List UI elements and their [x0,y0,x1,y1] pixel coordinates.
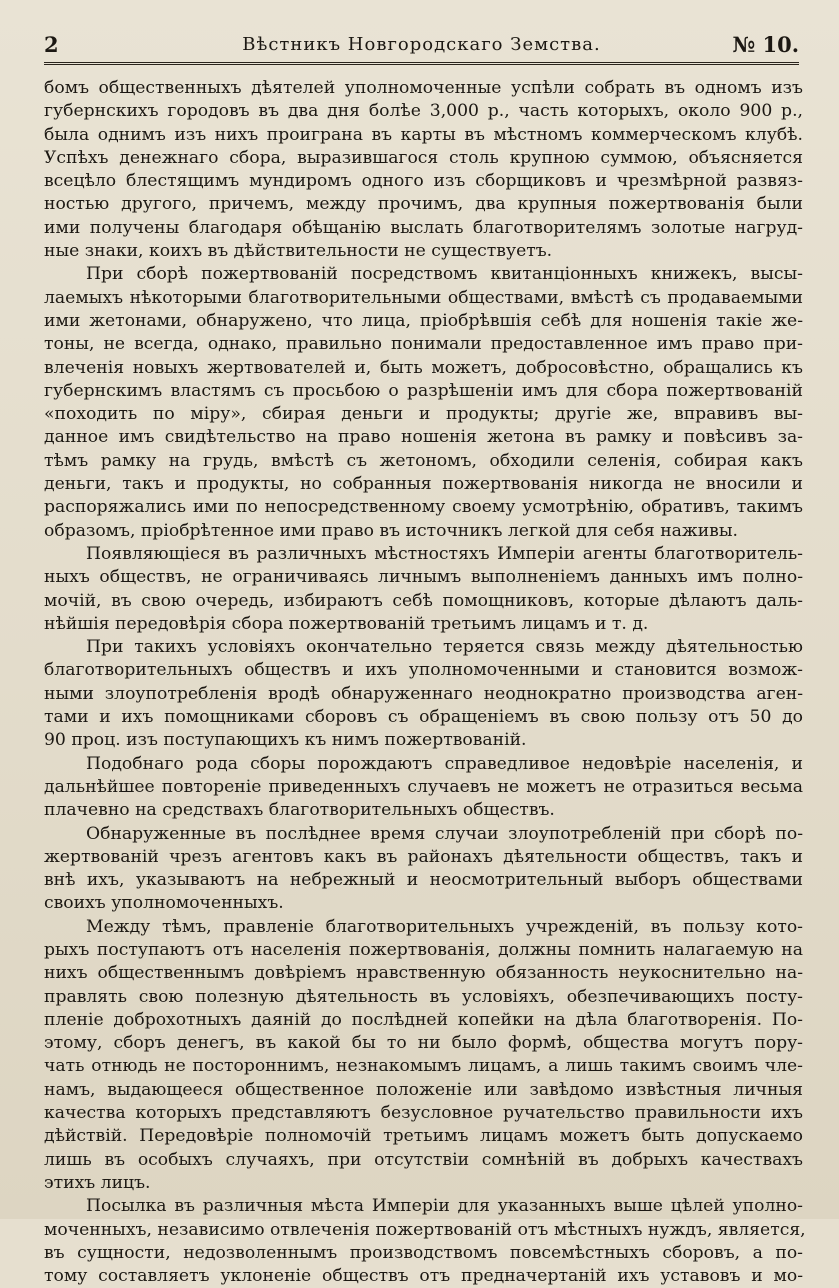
text-line: правлять свою полезную дѣятельность въ условіяхъ, обезпечивающихъ посту- [44,986,803,1007]
body-text [44,77,806,1288]
text-line: чать отнюдь не постороннимъ, незнакомымъ лицамъ, а лишь такимъ своимъ чле- [44,1056,803,1077]
text-line: благотворительныхъ обществъ и ихъ уполномоченными и становится возмож- [44,660,803,681]
text-line: нихъ общественнымъ довѣріемъ нравственную обязанность неукоснительно на- [44,963,803,984]
text-line: жертвованій чрезъ агентовъ какъ въ районахъ дѣятельности обществъ, такъ и [44,846,803,867]
text-line: губернскимъ властямъ съ просьбою о разрѣшеніи имъ для сбора пожертвованій [44,380,803,401]
text-line: нѣйшія передовѣрія сбора пожертвованій третьимъ лицамъ и т. д. [44,613,649,634]
text-line: дѣйствій. Передовѣріе полномочій третьимъ лицамъ можетъ быть допускаемо [44,1126,803,1147]
text-line: ностью другого, причемъ, между прочимъ, два крупныя пожертвованія были [44,194,803,215]
text-line: ныхъ обществъ, не ограничиваясь личнымъ выполненіемъ данныхъ имъ полно- [44,567,803,588]
text-line: ными злоупотребленія вродѣ обнаруженнаго неоднократно производства аген- [44,683,803,704]
text-line: тѣмъ рамку на грудь, вмѣстѣ съ жетономъ, обходили селенія, собирая какъ [44,450,803,471]
text-line: плачевно на средствахъ благотворительныхъ обществъ. [44,800,555,821]
text-line: Между тѣмъ, правленіе благотворительныхъ учрежденій, въ пользу кото- [86,916,803,937]
text-line: мочій, въ свою очередь, избираютъ себѣ помощниковъ, которые дѣлаютъ даль- [44,590,803,611]
text-line: данное имъ свидѣтельство на право ношенія жетона въ рамку и повѣсивъ за- [44,427,803,448]
text-line: Успѣхъ денежнаго сбора, выразившагося столь крупною суммою, объясняется [44,147,803,168]
running-header [44,26,799,65]
text-line: тому составляетъ уклоненіе обществъ отъ предначертаній ихъ уставовъ и мо- [44,1266,803,1287]
text-line: своихъ уполномоченныхъ. [44,893,284,914]
text-line: тоны, не всегда, однако, правильно понимали предоставленное имъ право при- [44,334,803,355]
text-line: При сборѣ пожертвованій посредствомъ квитанціонныхъ книжекъ, высы- [86,264,803,285]
text-line: губернскихъ городовъ въ два дня болѣе 3,000 р., часть которыхъ, около 900 р., [44,101,803,122]
running-title: Вѣстникъ Новгородскаго Земства. [242,34,601,55]
text-line: Обнаруженные въ послѣднее время случаи злоупотребленій при сборѣ по- [86,823,803,844]
text-line: моченныхъ, независимо отвлеченія пожертвованій отъ мѣстныхъ нуждъ, является, [44,1219,806,1240]
text-line: лишь въ особыхъ случаяхъ, при отсутствіи сомнѣній въ добрыхъ качествахъ [44,1149,803,1170]
text-line: ими жетонами, обнаружено, что лица, пріобрѣвшія себѣ для ношенія такіе же- [44,310,803,331]
text-line: 90 проц. изъ поступающихъ къ нимъ пожертвованій. [44,730,527,751]
text-line: лаемыхъ нѣкоторыми благотворительными обществами, вмѣстѣ съ продаваемыми [44,287,803,308]
text-line: всецѣло блестящимъ мундиромъ одного изъ сборщиковъ и чрезмѣрной развяз- [44,171,803,192]
text-line: дальнѣйшее повтореніе приведенныхъ случаевъ не можетъ не отразиться весьма [44,776,803,797]
text-line: Подобнаго рода сборы порождаютъ справедливое недовѣріе населенія, и [86,753,803,774]
page-number: 2 [44,32,59,57]
text-line: влеченія новыхъ жертвователей и, быть можетъ, добросовѣстно, обращались къ [44,357,803,378]
text-line: Появляющіеся въ различныхъ мѣстностяхъ Имперіи агенты благотворитель- [86,543,803,564]
text-line: внѣ ихъ, указываютъ на небрежный и неосмотрительный выборъ обществами [44,870,803,891]
text-line: «походить по міру», сбирая деньги и продукты; другіе же, вправивъ вы- [44,404,803,425]
text-line: этихъ лицъ. [44,1172,151,1193]
text-line: въ сущности, недозволеннымъ производствомъ повсемѣстныхъ сборовъ, а по- [44,1242,803,1263]
text-line: тами и ихъ помощниками сборовъ съ обращеніемъ въ свою пользу отъ 50 до [44,707,803,728]
text-line: пленіе доброхотныхъ даяній до послѣдней копейки на дѣла благотворенія. По- [44,1009,803,1030]
text-line: ими получены благодаря обѣщанію выслать благотворителямъ золотые нагруд- [44,217,803,238]
text-line: распоряжались ими по непосредственному своему усмотрѣнію, обративъ, такимъ [44,497,803,518]
text-line: ные знаки, коихъ въ дѣйствительности не существуетъ. [44,241,553,262]
text-line: была однимъ изъ нихъ проиграна въ карты въ мѣстномъ коммерческомъ клубѣ. [44,124,803,145]
text-line: При такихъ условіяхъ окончательно теряется связь между дѣятельностью [86,637,803,658]
text-line: бомъ общественныхъ дѣятелей уполномоченные успѣли собрать въ одномъ изъ [44,78,803,98]
text-line: рыхъ поступаютъ отъ населенія пожертвованія, должны помнить налагаемую на [44,939,803,960]
text-line: Посылка въ различныя мѣста Имперіи для указанныхъ выше цѣлей уполно- [86,1196,803,1217]
text-line: деньги, такъ и продукты, но собранныя пожертвованія никогда не вносили и [44,474,803,495]
text-line: качества которыхъ представляютъ безусловное ручательство правильности ихъ [44,1103,803,1124]
text-line: образомъ, пріобрѣтенное ими право въ источникъ легкой для себя наживы. [44,520,739,541]
text-line: этому, сборъ денегъ, въ какой бы то ни было формѣ, общества могутъ пору- [44,1033,803,1054]
text-line: намъ, выдающееся общественное положеніе или завѣдомо извѣстныя личныя [44,1079,803,1100]
issue-number: № 10. [732,32,799,57]
